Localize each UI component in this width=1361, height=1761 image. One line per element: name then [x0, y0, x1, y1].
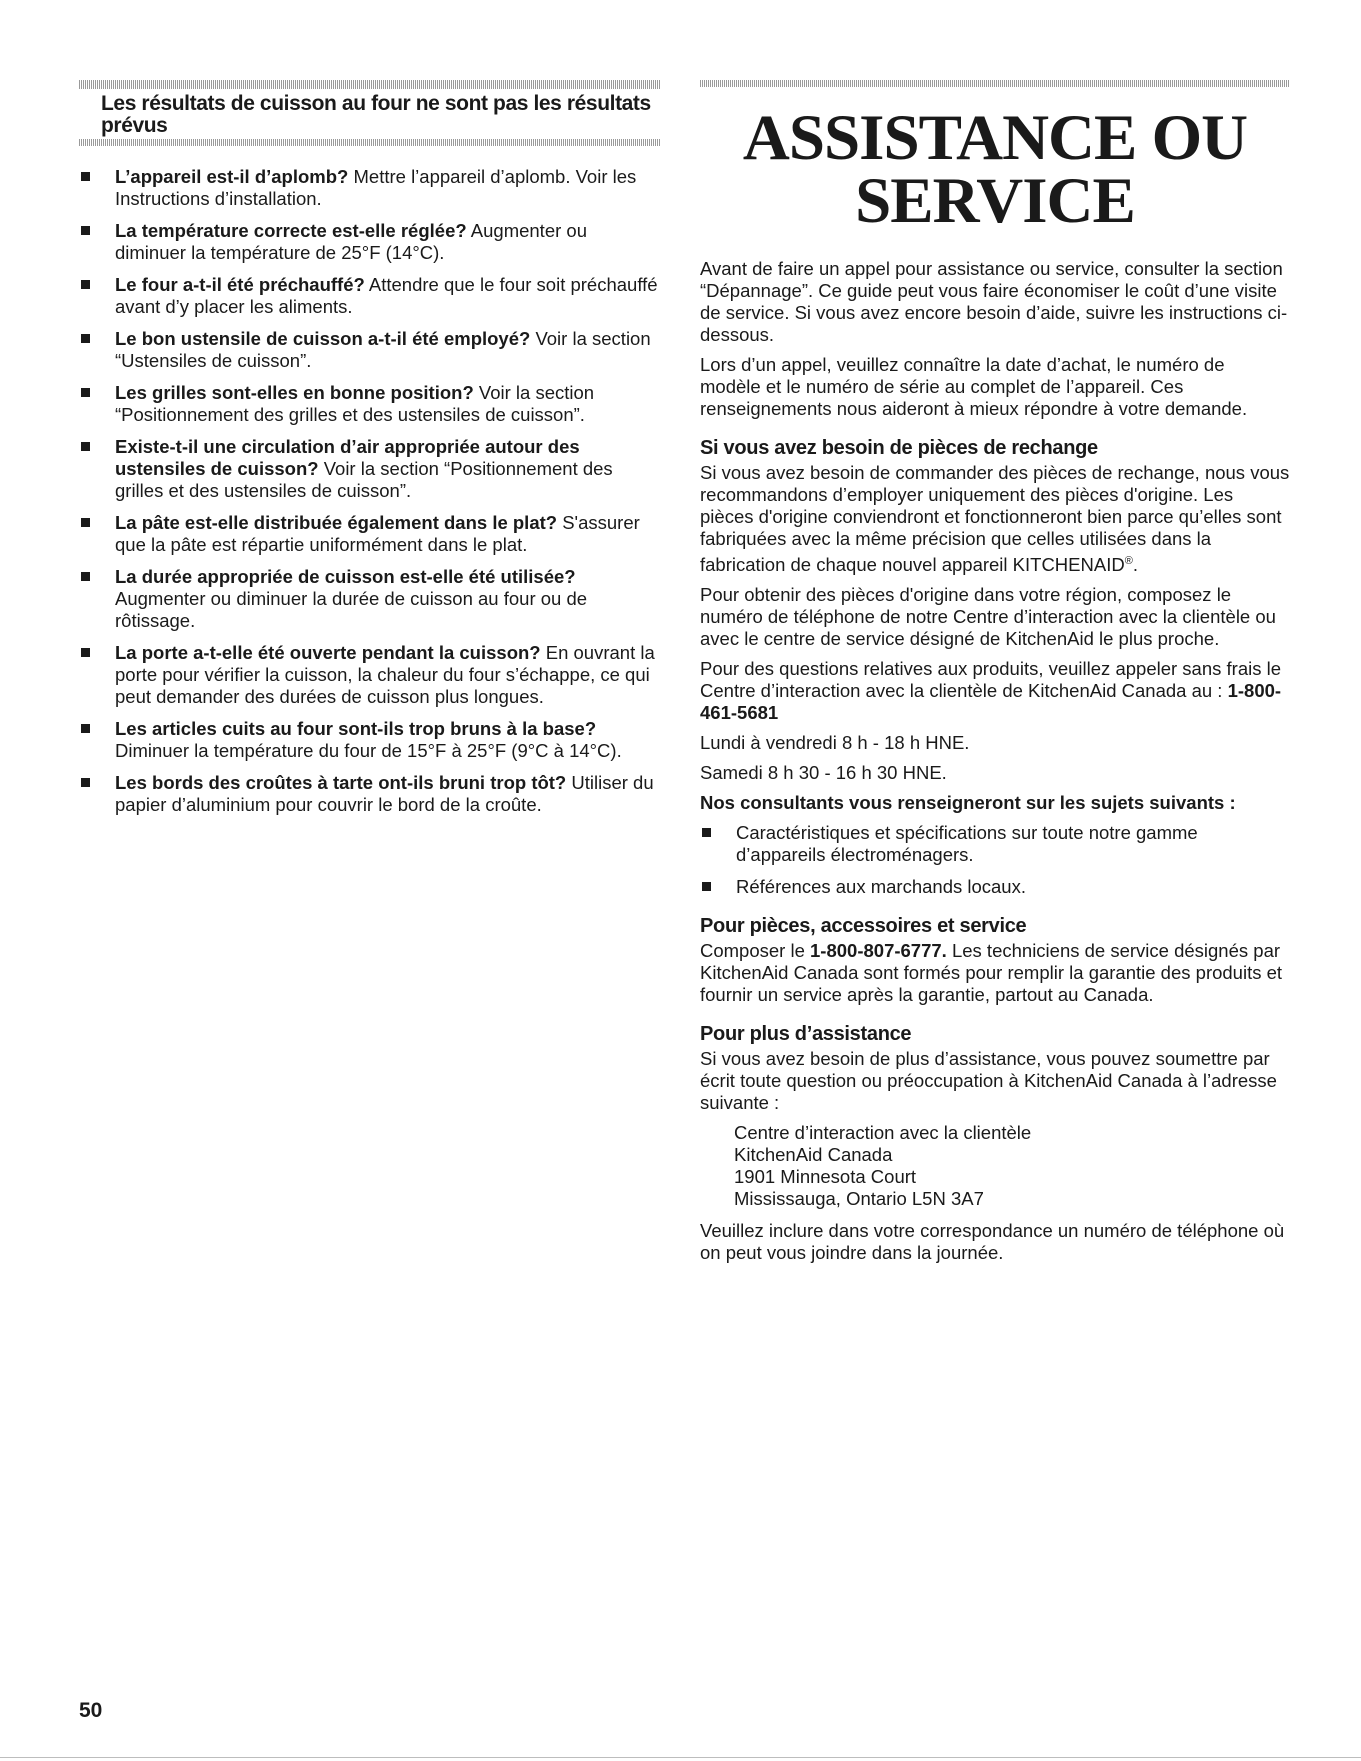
accessories-heading: Pour pièces, accessoires et service [700, 915, 1027, 938]
bullet-square-icon [81, 226, 90, 235]
bullet-square-icon [702, 882, 711, 891]
phone-number: 1-800-461-5681 [700, 680, 1282, 724]
consultants-heading: Nos consultants vous renseigneront sur les sujets suivants : [700, 792, 1236, 814]
bullet-square-icon [81, 334, 90, 343]
bullet-square-icon [81, 778, 90, 787]
bullet-square-icon [702, 828, 711, 837]
bullet-square-icon [81, 442, 90, 451]
page-title: ASSISTANCE OU SERVICE [742, 102, 1248, 237]
intro-paragraph: Avant de faire un appel pour assistance ou service, consulter la section “Dépannage”. Ce guide peut vous faire économiser le coût d’une visite de service. Si vous avez encore besoin d’aide, suivre les instructions ci-dessous. [700, 258, 1288, 345]
list-item: Références aux marchands locaux. [700, 876, 1290, 898]
accessories-paragraph: Composer le 1-800-807-6777. Les techniciens de service désignés par KitchenAid Canada sont formés pour remplir la garantie des produits et fournir un service après la garantie, partout au Canada. [700, 940, 1283, 1006]
bullet-square-icon [81, 572, 90, 581]
list-item: Les bords des croûtes à tarte ont-ils bruni trop tôt? Utiliser du papier d’aluminium pour couvrir le bord de la croûte. [79, 772, 661, 816]
left-column [79, 80, 661, 826]
bullet-square-icon [81, 648, 90, 657]
list-item: La durée appropriée de cuisson est-elle été utilisée? Augmenter ou diminuer la durée de cuisson au four ou de rôtissage. [79, 566, 661, 632]
parts-paragraph: Pour obtenir des pièces d'origine dans votre région, composez le numéro de téléphone de notre Centre d’interaction avec la clientèle ou avec le centre de service désigné de KitchenAid le plus proche. [700, 584, 1276, 650]
bullet-square-icon [81, 388, 90, 397]
troubleshooting-list [79, 166, 661, 816]
bullet-square-icon [81, 724, 90, 733]
more-assistance-heading: Pour plus d’assistance [700, 1023, 912, 1046]
list-item: La pâte est-elle distribuée également dans le plat? S'assurer que la pâte est répartie uniformément dans le plat. [79, 512, 661, 556]
section-top-rule [79, 80, 661, 89]
phone-number: 1-800-807-6777. [810, 940, 947, 962]
parts-paragraph: Si vous avez besoin de commander des pièces de rechange, nous vous recommandons d’employer uniquement des pièces d'origine. Les pièces d'origine conviendront et fonctionneront bien parce qu’elles sont fabriquées avec la même précision que celles utilisées dans la fabrication de chaque nouvel appareil KITCHENAID®. [700, 462, 1290, 576]
closing-paragraph: Veuillez inclure dans votre correspondance un numéro de téléphone où on peut vous joindre dans la journée. [700, 1220, 1285, 1264]
registered-mark: ® [1124, 555, 1133, 567]
intro-paragraph: Lors d’un appel, veuillez connaître la date d’achat, le numéro de modèle et le numéro de série au complet de l’appareil. Ces renseignements nous aideront à mieux répondre à votre demande. [700, 354, 1248, 419]
page-number: 50 [79, 1699, 103, 1722]
more-assistance-paragraph: Si vous avez besoin de plus d’assistance, vous pouvez soumettre par écrit toute question ou préoccupation à KitchenAid Canada à l’adresse suivante : [700, 1048, 1277, 1114]
list-item: Le four a-t-il été préchauffé? Attendre que le four soit préchauffé avant d’y placer les aliments. [79, 274, 661, 318]
hours-text: Lundi à vendredi 8 h - 18 h HNE. [700, 732, 970, 754]
list-item: Les grilles sont-elles en bonne position? Voir la section “Positionnement des grilles et des ustensiles de cuisson”. [79, 382, 661, 426]
list-item: La porte a-t-elle été ouverte pendant la cuisson? En ouvrant la porte pour vérifier la cuisson, la chaleur du four s’échappe, ce qui peut demander des durées de cuisson plus longues. [79, 642, 661, 708]
hours-text: Samedi 8 h 30 - 16 h 30 HNE. [700, 762, 947, 784]
parts-heading: Si vous avez besoin de pièces de rechange [700, 437, 1098, 459]
right-column [700, 80, 1290, 1272]
mailing-address: Centre d’interaction avec la clientèle KitchenAid Canada 1901 Minnesota Court Mississauga, Ontario L5N 3A7 [734, 1122, 1032, 1210]
parts-paragraph: Pour des questions relatives aux produits, veuillez appeler sans frais le Centre d’interaction avec la clientèle de KitchenAid Canada au : 1-800-461-5681 [700, 658, 1282, 724]
title-top-rule [700, 80, 1290, 87]
bullet-square-icon [81, 172, 90, 181]
list-item: Le bon ustensile de cuisson a-t-il été employé? Voir la section “Ustensiles de cuisson”. [79, 328, 661, 372]
footer-line [0, 1757, 1361, 1758]
bullet-square-icon [81, 280, 90, 289]
section-bottom-rule [79, 139, 661, 146]
list-item: L’appareil est-il d’aplomb? Mettre l’appareil d’aplomb. Voir les Instructions d’installation. [79, 166, 661, 210]
list-item: Les articles cuits au four sont-ils trop bruns à la base? Diminuer la température du four de 15°F à 25°F (9°C à 14°C). [79, 718, 661, 762]
bullet-square-icon [81, 518, 90, 527]
troubleshooting-heading: Les résultats de cuisson au four ne sont pas les résultats prévus [101, 92, 651, 137]
list-item: La température correcte est-elle réglée? Augmenter ou diminuer la température de 25°F (14°C). [79, 220, 661, 264]
consultants-list [700, 822, 1290, 898]
list-item: Existe-t-il une circulation d’air appropriée autour des ustensiles de cuisson? Voir la section “Positionnement des grilles et des ustensiles de cuisson”. [79, 436, 661, 502]
list-item: Caractéristiques et spécifications sur toute notre gamme d’appareils électroménagers. [700, 822, 1290, 866]
